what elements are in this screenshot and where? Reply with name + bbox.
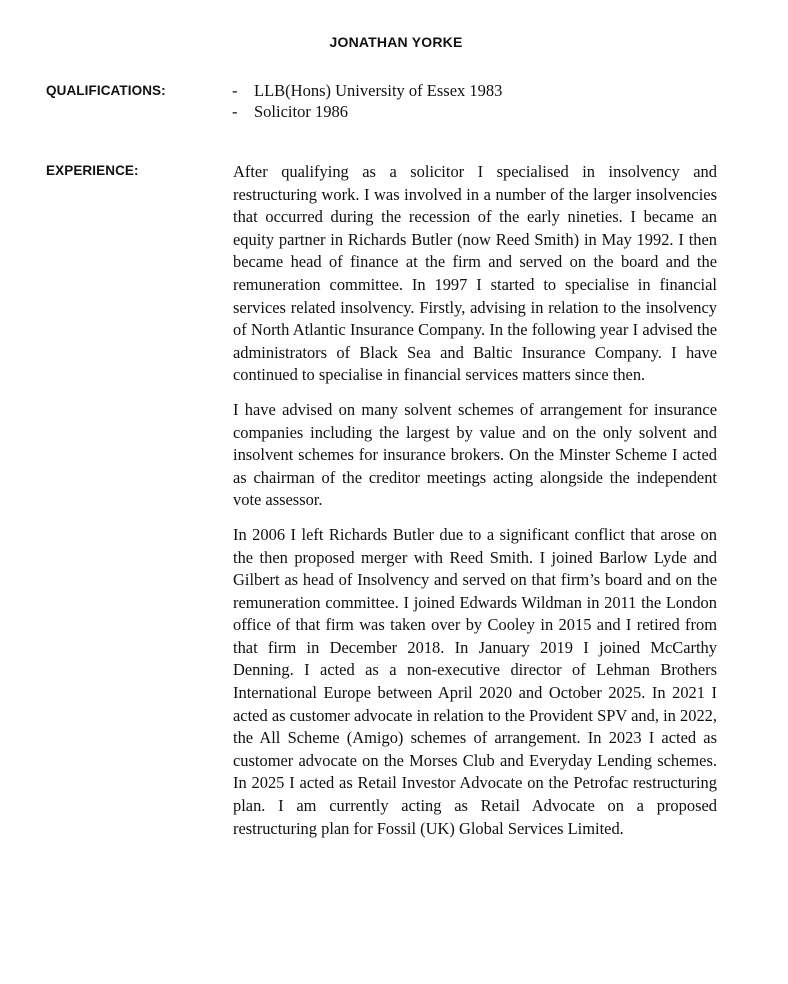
qualification-item [232, 80, 502, 101]
experience-body [233, 161, 717, 852]
experience-label: EXPERIENCE: [46, 163, 139, 178]
experience-paragraph: I have advised on many solvent schemes of arrangement for insurance companies including the largest by value and on the only solvent and insolvent schemes for insurance brokers. On the Minster Scheme I acted as chairman of the creditor meetings acting alongside the independent vote assessor. [233, 399, 717, 510]
qualifications-list [232, 80, 502, 122]
qualifications-label: QUALIFICATIONS: [46, 83, 166, 98]
experience-paragraph: After qualifying as a solicitor I specialised in insolvency and restructuring work. I was involved in a number of the larger insolvencies that occurred during the recession of the early nineties. I became an equity partner in Richards Butler (now Reed Smith) in May 1992. I then became head of finance at the firm and served on the board and the remuneration committee. In 1997 I started to specialise in financial services related insolvency. Firstly, advising in relation to the insolvency of North Atlantic Insurance Company. In the following year I advised the administrators of Black Sea and Baltic Insurance Company. I have continued to specialise in financial services matters since then. [233, 162, 717, 385]
experience-paragraph: In 2006 I left Richards Butler due to a significant conflict that arose on the then proposed merger with Reed Smith. I joined Barlow Lyde and Gilbert as head of Insolvency and served on that firm’s board and on the remuneration committee. I joined Edwards Wildman in 2011 the London office of that firm was taken over by Cooley in 2015 and I retired from that firm in December 2018. In January 2019 I joined McCarthy Denning. I acted as a non-executive director of Lehman Brothers International Europe between April 2020 and October 2025. In 2021 I acted as customer advocate in relation to the Provident SPV and, in 2022, the All Scheme (Amigo) schemes of arrangement. In 2023 I acted as customer advocate on the Morses Club and Everyday Lending schemes. In 2025 I acted as Retail Investor Advocate on the Petrofac restructuring plan. I am currently acting as Retail Advocate on a proposed restructuring plan for Fossil (UK) Global Services Limited. [233, 524, 717, 838]
qualification-item [232, 101, 502, 122]
qualification-text: Solicitor 1986 [254, 102, 348, 121]
qualification-text: LLB(Hons) University of Essex 1983 [254, 81, 503, 100]
bullet-dash: - [232, 81, 238, 100]
candidate-name: JONATHAN YORKE [329, 34, 463, 50]
bullet-dash: - [232, 102, 238, 121]
